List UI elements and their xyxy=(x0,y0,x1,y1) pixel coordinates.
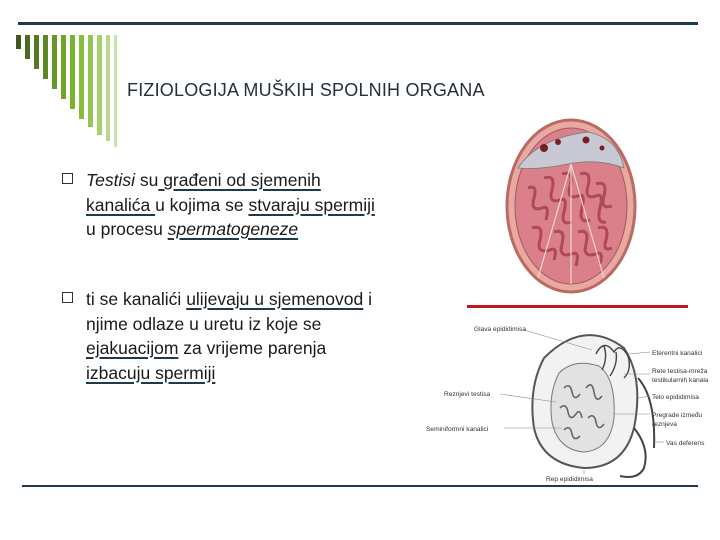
label-rete-testisa-1: Rete testisa-mreža xyxy=(652,368,708,375)
bullet-1-line-2 xyxy=(62,193,462,218)
label-vas-deferens: Vas deferens xyxy=(666,440,705,447)
slide-title: FIZIOLOGIJA MUŠKIH SPOLNIH ORGANA xyxy=(127,80,485,100)
label-rete-testisa-2: testikularnih kanala xyxy=(652,377,709,384)
bullet-2-line-2 xyxy=(62,312,462,337)
label-reznjevi-testisa: Reznjevi testisa xyxy=(444,391,491,398)
text-ejakuacijom: ejakuacijom xyxy=(86,338,179,358)
text-njime: njime odlaze u uretu iz koje se xyxy=(86,313,322,334)
bullet-2 xyxy=(62,287,462,385)
bullet-2-line-3 xyxy=(62,336,462,361)
text-stvaraju: stvaraju spermiji xyxy=(248,194,375,215)
bullet-box-icon xyxy=(62,292,73,303)
label-eferentni-kanalici: Eferentni kanalici xyxy=(652,350,703,357)
bullet-2-line-4 xyxy=(62,361,462,386)
testis-epididymis-diagram xyxy=(424,318,714,488)
bullet-1-line-1 xyxy=(62,168,462,193)
label-pregrade-2: reznjeva xyxy=(652,421,677,428)
text-u-kojima: u kojima se xyxy=(155,194,249,215)
bullet-2-line-1 xyxy=(62,287,462,312)
text-su: su xyxy=(134,170,159,190)
bottom-rule xyxy=(22,485,698,487)
label-glava-epididimisa: Glava epididimisa xyxy=(474,326,527,333)
text-kanalica: kanalića xyxy=(86,194,156,215)
text-i: i xyxy=(363,289,372,309)
text-gradeni: građeni od sjemenih xyxy=(158,170,321,190)
text-u-procesu: u procesu xyxy=(86,219,168,239)
text-spermatogeneze: spermatogeneze xyxy=(167,219,299,239)
text-testisi: Testisi xyxy=(86,170,135,190)
bullet-1-line-3 xyxy=(62,217,462,242)
label-telo-epididimisa: Telo epididimisa xyxy=(652,394,699,401)
testis-section-illustration xyxy=(498,108,644,304)
bullet-1 xyxy=(62,168,462,242)
decorative-stripes xyxy=(16,35,126,147)
text-ulijevaju: ulijevaju u sjemenovod xyxy=(186,289,364,309)
label-seminiformni-kanalici: Seminiformni kanalici xyxy=(426,426,489,433)
text-ti-se: ti se kanalići xyxy=(86,289,187,309)
bullet-box-icon xyxy=(62,173,73,184)
label-rep-epididimisa: Rep epididimisa xyxy=(546,476,593,483)
red-divider xyxy=(467,305,688,308)
text-za-vrijeme: za vrijeme parenja xyxy=(178,338,327,358)
text-izbacuju: izbacuju spermiji xyxy=(86,362,216,383)
top-rule xyxy=(18,22,698,25)
label-pregrade-1: Pregrade između xyxy=(652,412,703,419)
